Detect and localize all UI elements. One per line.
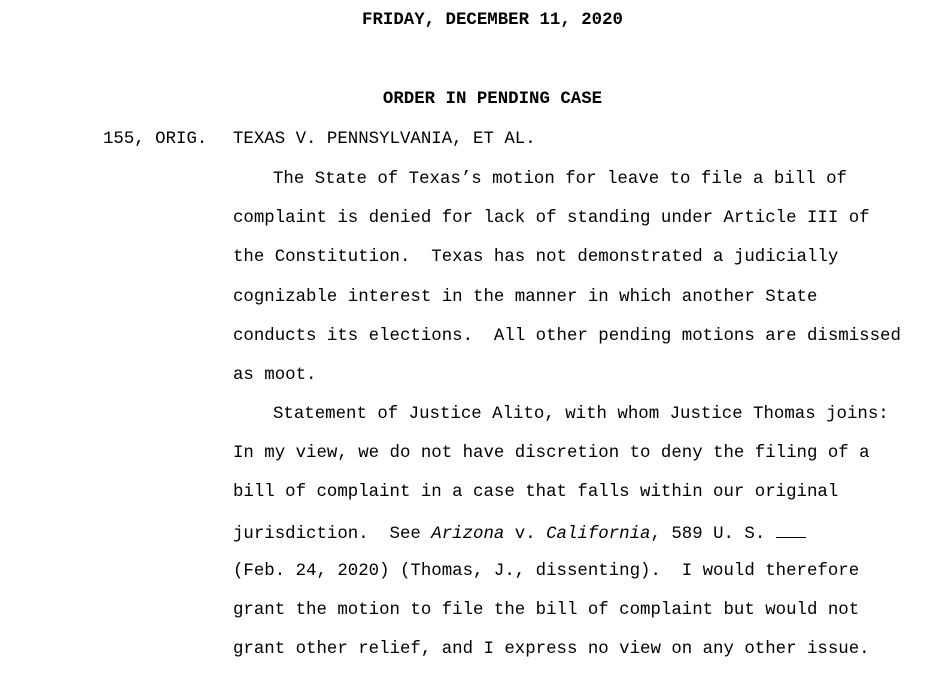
citation-prefix: jurisdiction. See [233, 524, 432, 544]
case-party-california: California [546, 524, 651, 544]
order-paragraph [233, 170, 933, 405]
case-title: TEXAS V. PENNSYLVANIA, ET AL. [233, 130, 536, 149]
case-number: 155, ORIG. [103, 130, 208, 149]
order-line: cognizable interest in the manner in which another State [233, 287, 818, 307]
statement-line: grant the motion to file the bill of complaint but would not [233, 600, 860, 620]
case-versus: v. [504, 524, 547, 544]
order-line: the Constitution. Texas has not demonstrated a judicially [233, 248, 839, 268]
case-party-arizona: Arizona [431, 524, 505, 544]
order-line: as moot. [233, 365, 317, 385]
statement-paragraph [233, 405, 933, 679]
order-line: The State of Texas’s motion for leave to file a bill of [273, 170, 847, 189]
order-line: conducts its elections. All other pending motions are dismissed [233, 326, 901, 346]
statement-line: (Feb. 24, 2020) (Thomas, J., dissenting). I would therefore [233, 561, 860, 581]
citation-suffix: , 589 U. S. [650, 524, 776, 544]
section-heading: ORDER IN PENDING CASE [382, 90, 603, 109]
statement-line: Statement of Justice Alito, with whom Justice Thomas joins: [273, 405, 889, 424]
statement-line: In my view, we do not have discretion to deny the filing of a [233, 444, 870, 464]
order-line: complaint is denied for lack of standing under Article III of [233, 209, 870, 229]
statement-line-citation [233, 523, 933, 562]
statement-line: grant other relief, and I express no view on any other issue. [233, 640, 870, 660]
page-blank-underline [776, 523, 806, 538]
document-date: FRIDAY, DECEMBER 11, 2020 [362, 11, 623, 30]
statement-line: bill of complaint in a case that falls within our original [233, 483, 839, 503]
